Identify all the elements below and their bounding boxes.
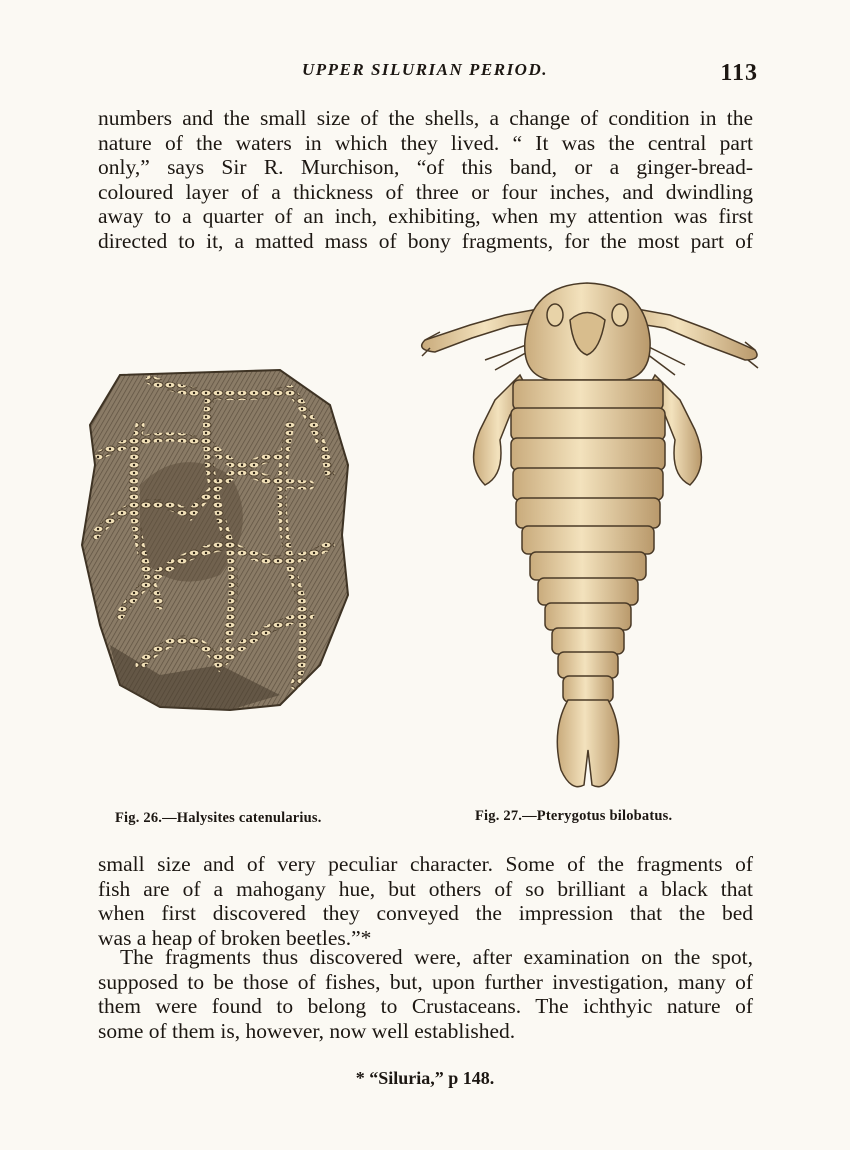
text-line: coloured layer of a thickness of three or four inches, and dwindling (98, 179, 753, 204)
text-line: was a heap of broken beetles.”* (98, 925, 372, 950)
text-line: when first discovered they conveyed the impression that the bed (98, 901, 753, 925)
text-line: The fragments thus discovered were, after examination on the spot, (120, 945, 753, 969)
paragraph-mid (98, 852, 753, 950)
text-line: them were found to belong to Crustaceans. The ichthyic nature of (98, 994, 753, 1018)
paragraph-top (98, 106, 753, 253)
text-line: only,” says Sir R. Murchison, “of this band, or a ginger-bread- (98, 155, 753, 179)
text-line: some of them is, however, now well established. (98, 1018, 516, 1043)
text-line: directed to it, a matted mass of bony fragments, for the most part of (98, 228, 753, 253)
page-number: 113 (720, 60, 758, 86)
figure-27-caption: Fig. 27.—Pterygotus bilobatus. (475, 808, 673, 824)
text-line: nature of the waters in which they lived. “ It was the central part (98, 130, 753, 155)
figure-26-caption: Fig. 26.—Halysites catenularius. (115, 810, 322, 826)
text-line: fish are of a mahogany hue, but others of so brilliant a black that (98, 876, 753, 901)
text-line: numbers and the small size of the shells, a change of condition in the (98, 106, 753, 130)
paragraph-bottom (98, 945, 753, 1043)
running-title: UPPER SILURIAN PERIOD. (301, 60, 548, 79)
text-line: away to a quarter of an inch, exhibiting, when my attention was first (98, 204, 753, 228)
text-line: small size and of very peculiar character. Some of the fragments of (98, 852, 753, 876)
pterygotus-illustration (410, 280, 765, 800)
halysites-fossil-illustration (80, 365, 350, 715)
text-line: supposed to be those of fishes, but, upon further investigation, many of (98, 969, 753, 994)
footnote: * “Siluria,” p 148. (355, 1068, 495, 1088)
